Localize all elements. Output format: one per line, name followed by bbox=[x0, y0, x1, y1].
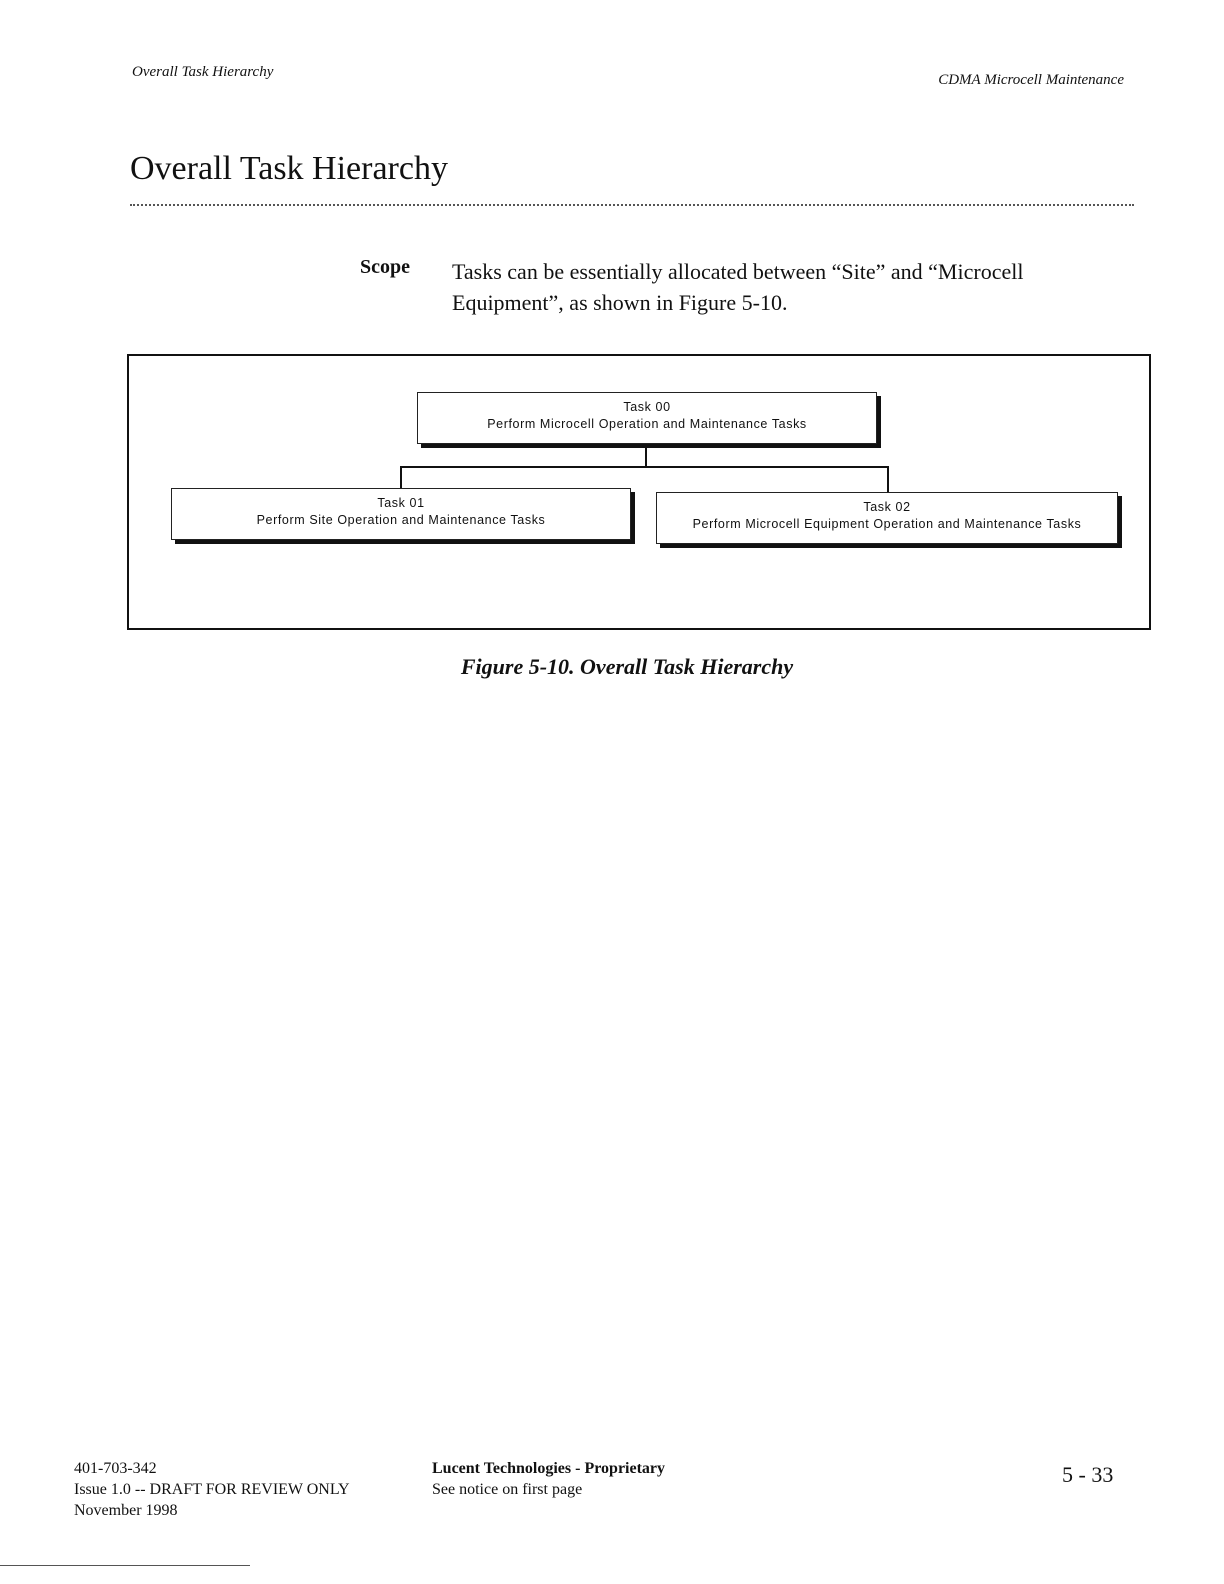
title-divider bbox=[130, 204, 1134, 206]
figure-frame bbox=[127, 354, 1151, 630]
task-desc-equipment: Perform Microcell Equipment Operation and Maintenance Tasks bbox=[692, 517, 1082, 531]
task-id-equipment: Task 02 bbox=[863, 500, 911, 514]
scope-label: Scope bbox=[360, 256, 410, 278]
running-header-right: CDMA Microcell Maintenance bbox=[938, 72, 1124, 88]
figure-caption: Figure 5-10. Overall Task Hierarchy bbox=[460, 654, 794, 679]
footer-left bbox=[74, 1458, 350, 1521]
doc-number: 401-703-342 bbox=[74, 1460, 157, 1477]
issue-date: November 1998 bbox=[74, 1502, 178, 1519]
section-title: Overall Task Hierarchy bbox=[130, 150, 448, 187]
footer-center bbox=[432, 1458, 665, 1500]
connector-left-drop bbox=[400, 466, 402, 488]
connector-right-drop bbox=[887, 466, 889, 492]
task-desc-site: Perform Site Operation and Maintenance Tasks bbox=[256, 513, 546, 527]
scope-text: Tasks can be essentially allocated between “Site” and “Microcell Equipment”, as shown in Figure 5-10. bbox=[452, 259, 1024, 315]
task-box-equipment bbox=[656, 492, 1118, 544]
proprietary-notice: Lucent Technologies - Proprietary bbox=[432, 1460, 666, 1477]
running-header-left: Overall Task Hierarchy bbox=[132, 64, 274, 80]
task-id-root: Task 00 bbox=[623, 400, 671, 414]
task-box-root bbox=[417, 392, 877, 444]
task-desc-root: Perform Microcell Operation and Maintenance Tasks bbox=[487, 417, 807, 431]
page-number: 5 - 33 bbox=[1062, 1462, 1114, 1487]
connector-horizontal bbox=[400, 466, 889, 468]
notice-reference: See notice on first page bbox=[432, 1481, 583, 1498]
issue-line: Issue 1.0 -- DRAFT FOR REVIEW ONLY bbox=[74, 1481, 350, 1498]
task-box-site bbox=[171, 488, 631, 540]
task-id-site: Task 01 bbox=[377, 496, 425, 510]
bottom-edge-rule bbox=[0, 1565, 250, 1566]
connector-root-stem bbox=[645, 444, 647, 466]
